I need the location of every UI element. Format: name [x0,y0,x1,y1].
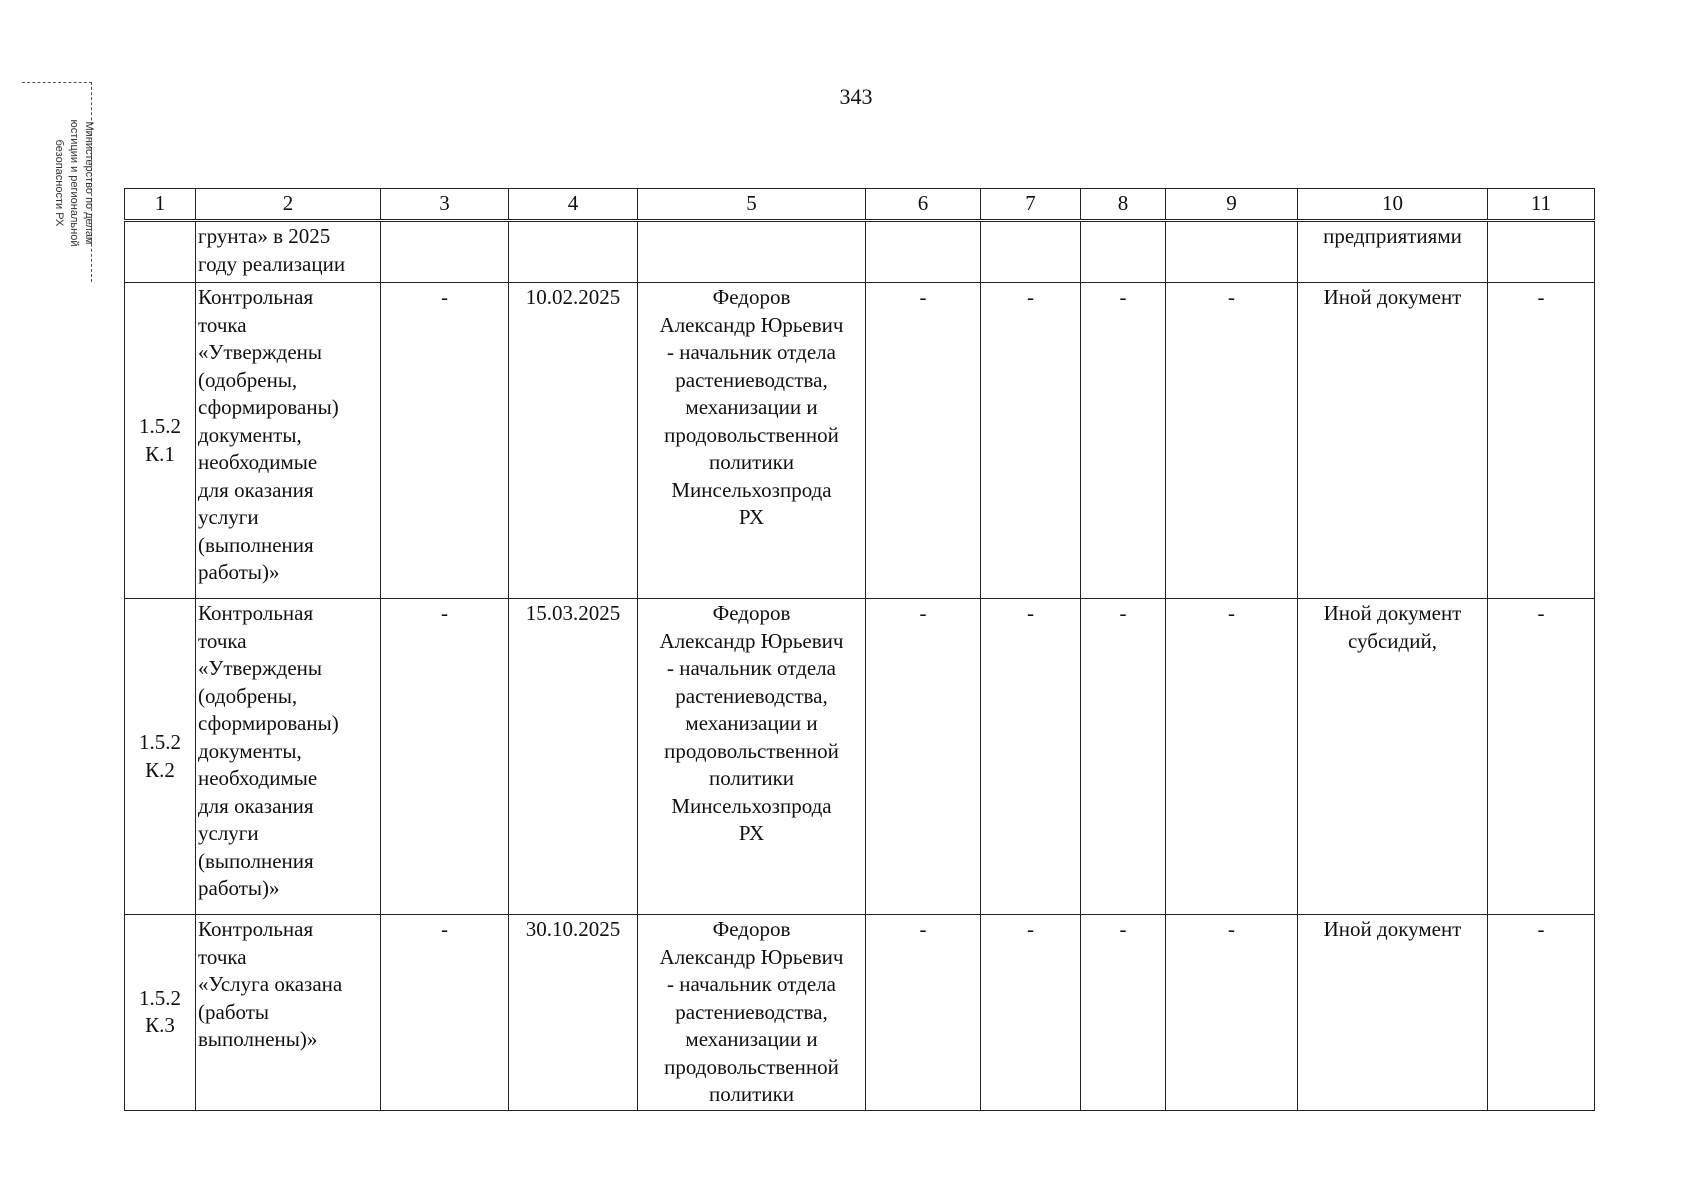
table-cell: - [981,283,1081,599]
table-cell: предприятиями [1298,221,1488,283]
column-header: 1 [125,189,196,221]
table-cell: - [1081,283,1166,599]
table-cell: - [381,283,509,599]
table-cell: - [981,915,1081,1111]
table-cell: Иной документ [1298,915,1488,1111]
table-cell: Иной документ субсидий, [1298,599,1488,915]
control-points-table [124,188,1595,1111]
table-cell: - [1166,915,1298,1111]
table-cell: - [866,915,981,1111]
table-cell [1488,221,1595,283]
table-cell [381,221,509,283]
table-cell: - [381,915,509,1111]
table-cell [125,221,196,283]
column-header: 7 [981,189,1081,221]
table-cell [866,221,981,283]
table-cell: - [1166,283,1298,599]
column-header: 6 [866,189,981,221]
table-cell [1081,221,1166,283]
table-cell: Контрольная точка «Утверждены (одобрены, сформированы) документы, необходимые для оказания услуги (выполнения работы)» [196,283,381,599]
table-cell: - [1081,915,1166,1111]
table-row [125,599,1595,915]
table-cell: - [1081,599,1166,915]
table-cell: Контрольная точка «Услуга оказана (работы выполнены)» [196,915,381,1111]
table-cell: - [1488,915,1595,1111]
table-cell: Федоров Александр Юрьевич - начальник отдела растениеводства, механизации и продовольственной политики [638,915,866,1111]
page-number: 343 [839,84,873,109]
column-header: 5 [638,189,866,221]
table-cell: 15.03.2025 [509,599,638,915]
table-row [125,915,1595,1111]
table-cell [638,221,866,283]
column-header: 3 [381,189,509,221]
table-cell: - [866,283,981,599]
table-cell [981,221,1081,283]
table-cell: Контрольная точка «Утверждены (одобрены, сформированы) документы, необходимые для оказания услуги (выполнения работы)» [196,599,381,915]
column-header: 10 [1298,189,1488,221]
table-cell: Федоров Александр Юрьевич - начальник отдела растениеводства, механизации и продовольственной политики Минсельхозпрода РХ [638,599,866,915]
table-cell: 10.02.2025 [509,283,638,599]
table-cell: 1.5.2 К.3 [125,915,196,1111]
column-header: 2 [196,189,381,221]
table-cell: - [981,599,1081,915]
registration-stamp [22,82,95,282]
column-header: 8 [1081,189,1166,221]
table-cell: Иной документ [1298,283,1488,599]
table-cell: - [1488,283,1595,599]
table-cell: 1.5.2 К.2 [125,599,196,915]
table-cell: - [381,599,509,915]
table-cell: грунта» в 2025 году реализации [196,221,381,283]
column-header: 4 [509,189,638,221]
column-header: 9 [1166,189,1298,221]
table-cell: 1.5.2 К.1 [125,283,196,599]
column-header: 11 [1488,189,1595,221]
table-cell: - [1488,599,1595,915]
table-cell [509,221,638,283]
table-cell: 30.10.2025 [509,915,638,1111]
stamp-text: Министерство по делам юстиции и региональной безопасности РХ [53,119,95,247]
table-row [125,283,1595,599]
table-cell: - [866,599,981,915]
table-row [125,221,1595,283]
table-cell: Федоров Александр Юрьевич - начальник отдела растениеводства, механизации и продовольственной политики Минсельхозпрода РХ [638,283,866,599]
table-header-row [125,189,1595,221]
table-cell: - [1166,599,1298,915]
table-cell [1166,221,1298,283]
